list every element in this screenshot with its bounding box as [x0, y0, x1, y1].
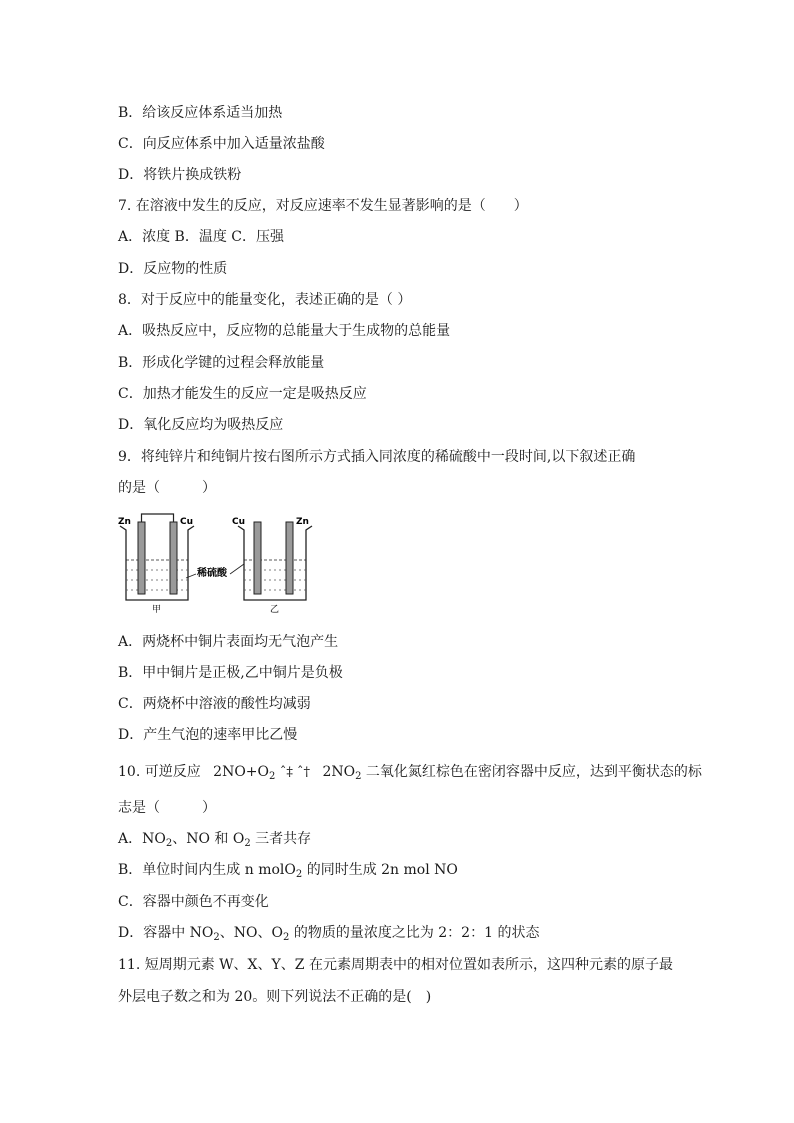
- q10-option-c: C．容器中颜色不再变化: [118, 894, 269, 910]
- label-beaker-yi: 乙: [270, 605, 280, 615]
- q10-number: 10. 可逆反应: [118, 764, 201, 780]
- label-zn-right: Zn: [296, 517, 309, 527]
- label-cu-right: Cu: [232, 517, 246, 527]
- q10-a-text3: 三者共存: [250, 831, 312, 847]
- label-beaker-jia: 甲: [152, 605, 162, 615]
- q10-product: 2NO: [322, 764, 356, 780]
- q10-option-b: [118, 861, 458, 879]
- q10-stem-tail: 二氧化氮红棕色在密闭容器中反应，达到平衡状态的标: [361, 764, 702, 780]
- q10-reactant-subscript: 2: [269, 771, 276, 782]
- q9-stem-line2: 的是（ ）: [118, 480, 216, 496]
- q10-a-text2: 、NO 和 O: [172, 831, 245, 847]
- q10-option-d: [118, 924, 539, 942]
- q10-stem-line1: [118, 763, 702, 782]
- q7-options-abc: A．浓度 B．温度 C．压强: [118, 229, 285, 245]
- q9-option-c: C．两烧杯中溶液的酸性均减弱: [118, 696, 311, 712]
- q8-option-c: C．加热才能发生的反应一定是吸热反应: [118, 386, 367, 402]
- reversible-arrow-icon: ˆ‡ ˆ†: [279, 765, 310, 780]
- q10-b-text1: B．单位时间内生成 n molO: [118, 862, 296, 878]
- q10-reactants: 2NO+O: [213, 764, 270, 780]
- q6-option-d: D．将铁片换成铁粉: [118, 167, 242, 183]
- label-zn-left: Zn: [118, 517, 131, 527]
- q7-stem: 7. 在溶液中发生的反应，对反应速率不发生显著影响的是（ ）: [118, 198, 528, 214]
- q10-product-subscript: 2: [355, 771, 362, 782]
- label-cu-left: Cu: [180, 517, 194, 527]
- q10-a-sub2: 2: [244, 838, 251, 849]
- q10-stem-line2: 志是（ ）: [118, 800, 216, 816]
- q10-a-sub1: 2: [165, 838, 173, 849]
- q10-option-a: [118, 830, 311, 848]
- q9-stem-line1: 9．将纯锌片和纯铜片按右图所示方式插入同浓度的稀硫酸中一段时间,以下叙述正确: [118, 449, 636, 465]
- q7-option-d: D．反应物的性质: [118, 261, 228, 277]
- q11-stem-line2: 外层电子数之和为 20。则下列说法不正确的是( ): [118, 989, 432, 1005]
- q10-d-sub2: 2: [283, 932, 290, 943]
- q9-option-b: B．甲中铜片是正极,乙中铜片是负极: [118, 665, 343, 681]
- q9-option-d: D．产生气泡的速率甲比乙慢: [118, 727, 298, 743]
- q10-d-text1: D．容器中 NO: [118, 925, 214, 941]
- q8-option-a: A．吸热反应中，反应物的总能量大于生成物的总能量: [118, 323, 451, 339]
- q10-b-sub: 2: [295, 869, 303, 880]
- q10-d-text3: 的物质的量浓度之比为 2：2：1 的状态: [289, 925, 540, 941]
- q8-stem: 8．对于反应中的能量变化，表述正确的是（ ）: [118, 292, 412, 308]
- q11-stem-line1: 11. 短周期元素 W、X、Y、Z 在元素周期表中的相对位置如表所示，这四种元素的原子最: [118, 957, 673, 973]
- q10-a-text1: A．NO: [118, 831, 166, 847]
- label-dilute-sulfuric-acid: 稀硫酸: [197, 568, 227, 579]
- q8-option-d: D．氧化反应均为吸热反应: [118, 417, 284, 433]
- q9-option-a: A．两烧杯中铜片表面均无气泡产生: [118, 634, 339, 650]
- q10-b-text2: 的同时生成 2n mol NO: [302, 862, 458, 878]
- q8-option-b: B．形成化学键的过程会释放能量: [118, 355, 325, 371]
- q10-d-sub1: 2: [213, 932, 220, 943]
- q10-d-text2: 、NO、O: [219, 925, 283, 941]
- q6-option-c: C．向反应体系中加入适量浓盐酸: [118, 136, 325, 152]
- beaker-yi: [238, 522, 312, 600]
- q6-option-b: B．给该反应体系适当加热: [118, 105, 283, 121]
- galvanic-cell-figure: [118, 512, 318, 616]
